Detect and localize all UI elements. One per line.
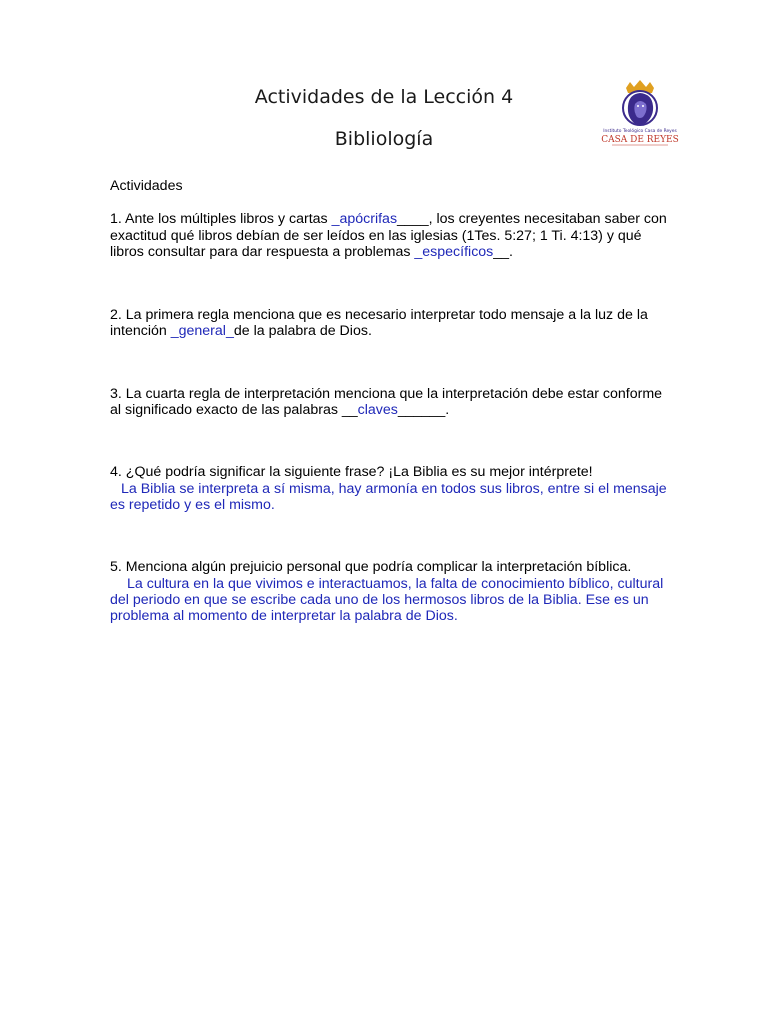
page-title: Actividades de la Lección 4: [254, 86, 514, 108]
q2-text-b: de la palabra de Dios.: [233, 323, 372, 340]
q1-text-b: ____, los creyentes necesitaban saber con exactitud qué libros debían de ser leídos en las iglesias (1Tes. 5:27; 1 Ti. 4:13) y qué libros consultar para dar respuesta a problemas: [110, 211, 667, 260]
logo-caption: CASA DE REYES: [601, 135, 679, 145]
q1-answer-1: _apócrifas: [331, 211, 398, 228]
q3-answer: claves: [357, 402, 398, 419]
question-4: [110, 464, 670, 480]
section-label: Actividades: [110, 178, 183, 194]
q3-text-a: 3. La cuarta regla de interpretación menciona que la interpretación debe estar conforme al significado exacto de las palabras __: [110, 385, 663, 419]
q5-answer: La cultura en la que vivimos e interactuamos, la falta de conocimiento bíblico, cultural del periodo en que se escribe cada uno de los hermosos libros de la Biblia. Ese es un problema al momento de interpretar la palabra de Dios.: [110, 575, 664, 625]
q1-answer-2: _específicos: [414, 243, 494, 260]
lion-crest-icon: [596, 80, 684, 150]
casa-de-reyes-logo: [596, 80, 684, 150]
q1-text-a: 1. Ante los múltiples libros y cartas: [110, 211, 332, 228]
question-5: [110, 559, 670, 575]
q1-text-c: __.: [493, 243, 514, 260]
logo-caption-top: Instituto Teológico Casa de Reyes: [603, 129, 677, 134]
q3-text-b: ______.: [397, 402, 450, 419]
q2-answer: _general_: [170, 323, 234, 340]
question-3: [110, 386, 670, 419]
question-2: [110, 307, 670, 340]
q4-answer: La Biblia se interpreta a sí misma, hay armonía en todos sus libros, entre si el mensaje es repetido y es el mismo.: [110, 480, 667, 513]
question-1: [110, 211, 670, 260]
activities-body: [110, 178, 670, 624]
q2-text-a: 2. La primera regla menciona que es necesario interpretar todo mensaje a la luz de la intención: [110, 307, 648, 340]
q4-question: 4. ¿Qué podría significar la siguiente frase? ¡La Biblia es su mejor intérprete!: [110, 464, 593, 481]
q5-question: 5. Menciona algún prejuicio personal que podría complicar la interpretación bíblica.: [110, 559, 632, 576]
page-subtitle: Bibliología: [334, 128, 434, 150]
